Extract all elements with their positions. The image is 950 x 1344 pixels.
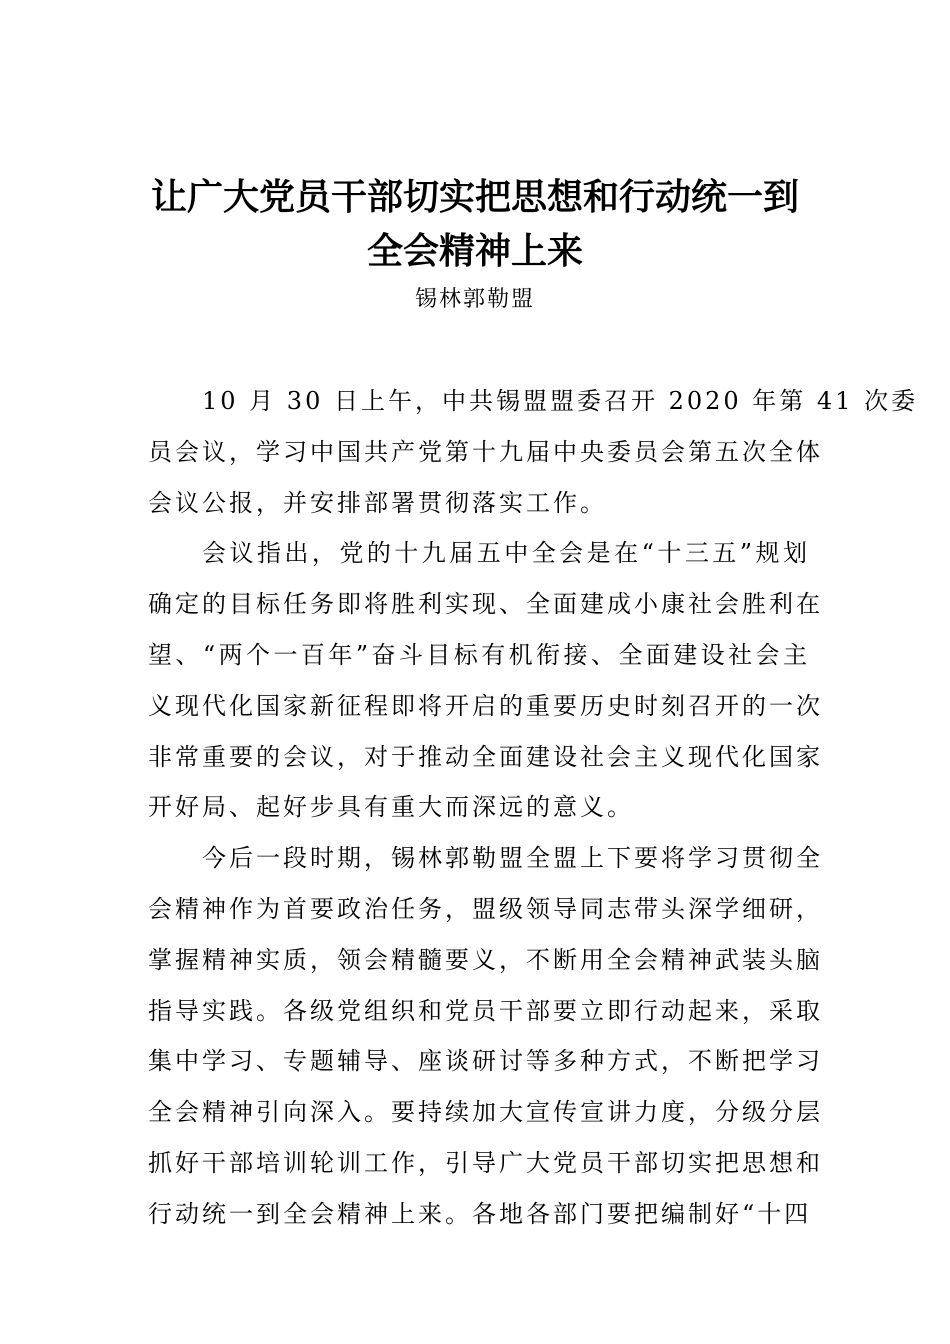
text-line: 全会精神引向深入。要持续加大宣传宣讲力度，分级分层 [148, 1098, 823, 1127]
document-title [120, 170, 830, 278]
text-line: 掌握精神实质，领会精髓要义，不断用全会精神武装头脑 [148, 945, 823, 974]
document-body [148, 376, 919, 1240]
text-line: 员会议，学习中国共产党第十九届中央委员会第五次全体 [148, 437, 823, 466]
paragraph [148, 833, 823, 1239]
text-line: 指导实践。各级党组织和党员干部要立即行动起来，采取 [148, 996, 823, 1025]
text-line: 望、“两个一百年”奋斗目标有机衔接、全面建设社会主 [148, 640, 810, 669]
paragraph [148, 528, 823, 833]
text-line: 开好局、起好步具有重大而深远的意义。 [148, 793, 634, 822]
text-line: 10 月 30 日上午，中共锡盟盟委召开 2020 年第 41 次委 [202, 387, 919, 415]
title-line: 全会精神上来 [366, 230, 583, 272]
text-line: 义现代化国家新征程即将开启的重要历史时刻召开的一次 [148, 691, 823, 720]
document-author: 锡林郭勒盟 [414, 287, 535, 312]
text-line: 非常重要的会议，对于推动全面建设社会主义现代化国家 [148, 742, 823, 771]
text-line: 今后一段时期，锡林郭勒盟全盟上下要将学习贯彻全 [202, 844, 823, 873]
title-line: 让广大党员干部切实把思想和行动统一到 [150, 176, 799, 218]
paragraph [148, 376, 919, 528]
text-line: 会议指出，党的十九届五中全会是在“十三五”规划 [202, 539, 810, 568]
text-line: 确定的目标任务即将胜利实现、全面建成小康社会胜利在 [148, 590, 823, 619]
text-line: 行动统一到全会精神上来。各地各部门要把编制好“十四 [148, 1199, 812, 1228]
text-line: 集中学习、专题辅导、座谈研讨等多种方式，不断把学习 [148, 1047, 823, 1076]
text-line: 会精神作为首要政治任务，盟级领导同志带头深学细研， [148, 894, 823, 923]
text-line: 会议公报，并安排部署贯彻落实工作。 [148, 488, 607, 517]
text-line: 抓好干部培训轮训工作，引导广大党员干部切实把思想和 [148, 1148, 823, 1177]
